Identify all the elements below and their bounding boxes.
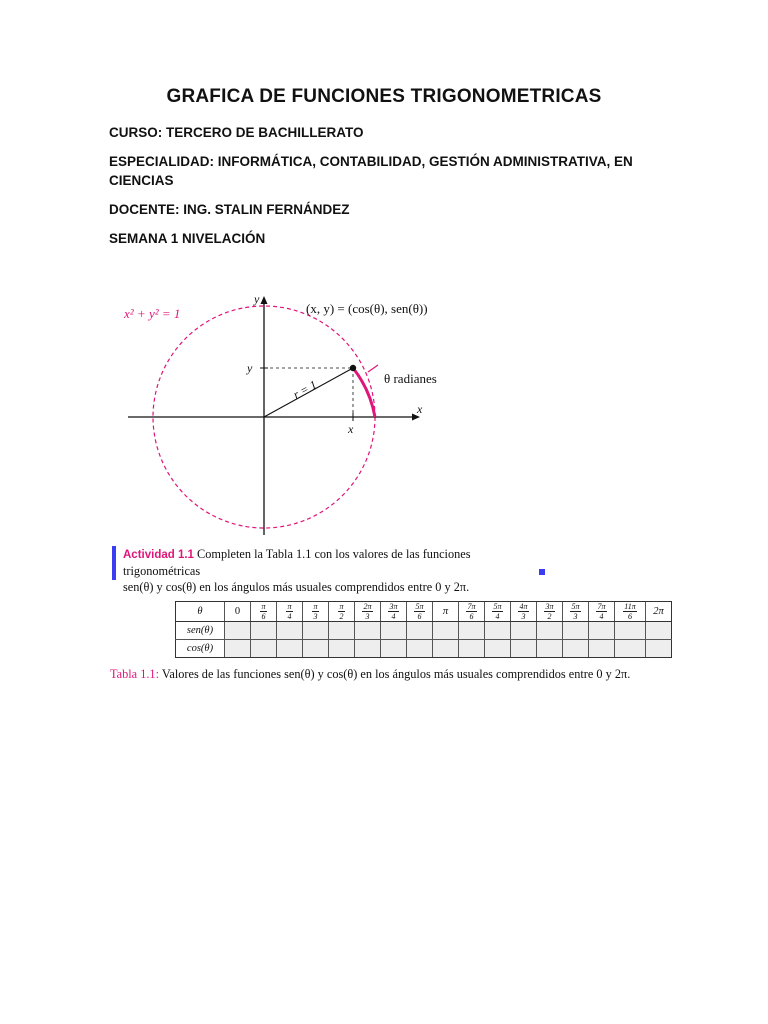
angle-denominator: 4 <box>287 612 292 621</box>
angle-fraction <box>466 602 476 621</box>
cos-value-cell[interactable] <box>433 640 459 658</box>
angle-denominator: 3 <box>313 612 318 621</box>
theta-radians-label: θ radianes <box>384 371 437 386</box>
angle-numerator: 7π <box>597 602 606 611</box>
angle-denominator: 4 <box>599 612 604 621</box>
angle-denominator: 4 <box>495 612 500 621</box>
radius-label: r = 1 <box>290 377 320 402</box>
cos-value-cell[interactable] <box>303 640 329 658</box>
cos-value-cell[interactable] <box>537 640 563 658</box>
cos-value-cell[interactable] <box>563 640 589 658</box>
y-axis-arrow <box>261 296 268 304</box>
angle-denominator: 3 <box>573 612 578 621</box>
cos-value-cell[interactable] <box>615 640 646 658</box>
angle-fraction <box>388 602 398 621</box>
trig-table-wrapper <box>175 601 672 658</box>
angle-denominator: 4 <box>391 612 396 621</box>
cos-value-cell[interactable] <box>511 640 537 658</box>
cos-value-cell[interactable] <box>277 640 303 658</box>
angle-numerator: 4π <box>519 602 528 611</box>
cos-value-cell[interactable] <box>329 640 355 658</box>
especialidad-line-1: ESPECIALIDAD: INFORMÁTICA, CONTABILIDAD, GESTIÓN ADMINISTRATIVA, EN <box>109 154 633 169</box>
angle-fraction <box>596 602 606 621</box>
caption-text: Valores de las funciones sen(θ) y cos(θ) en los ángulos más usuales comprendidos entre 0 y 2π. <box>161 667 631 681</box>
angle-header-cell <box>407 602 433 622</box>
theta-arc <box>353 368 375 417</box>
angle-header-cell <box>511 602 537 622</box>
sen-value-cell[interactable] <box>589 622 615 640</box>
activity-label: Actividad 1.1 <box>123 549 194 561</box>
angle-header-cell <box>485 602 511 622</box>
angle-denominator: 6 <box>261 612 266 621</box>
angle-header-cell <box>459 602 485 622</box>
angle-header-cell <box>381 602 407 622</box>
angle-numerator: 5π <box>571 602 580 611</box>
cos-row-label: cos(θ) <box>176 640 225 658</box>
angle-fraction <box>260 602 266 621</box>
table-row-cos <box>176 640 672 658</box>
cos-value-cell[interactable] <box>407 640 433 658</box>
angle-numerator: π <box>313 602 318 611</box>
cos-value-cell[interactable] <box>485 640 511 658</box>
angle-numerator: π <box>339 602 344 611</box>
angle-header-cell <box>277 602 303 622</box>
x-tick-label: x <box>348 422 354 436</box>
sen-value-cell[interactable] <box>459 622 485 640</box>
angle-denominator: 3 <box>365 612 370 621</box>
angle-header-cell <box>537 602 563 622</box>
semana-line: SEMANA 1 NIVELACIÓN <box>109 231 266 246</box>
unit-circle-figure <box>110 285 450 540</box>
activity-line-1 <box>123 546 547 579</box>
especialidad-line-2: CIENCIAS <box>109 173 174 188</box>
angle-denominator: 6 <box>417 612 422 621</box>
sen-value-cell[interactable] <box>433 622 459 640</box>
sen-row-label: sen(θ) <box>176 622 225 640</box>
table-caption <box>110 667 630 682</box>
sen-value-cell[interactable] <box>277 622 303 640</box>
cos-value-cell[interactable] <box>355 640 381 658</box>
cos-value-cell[interactable] <box>225 640 251 658</box>
arc-tick <box>368 365 378 372</box>
angle-fraction <box>623 602 636 621</box>
angle-header-cell <box>615 602 646 622</box>
curso-line: CURSO: TERCERO DE BACHILLERATO <box>109 125 364 140</box>
docente-line: DOCENTE: ING. STALIN FERNÁNDEZ <box>109 202 350 217</box>
angle-numerator: 2π <box>363 602 372 611</box>
angle-header-cell <box>303 602 329 622</box>
activity-text-1: Completen la Tabla 1.1 con los valores de las funciones trigonométricas <box>123 547 471 578</box>
cos-value-cell[interactable] <box>589 640 615 658</box>
angle-numerator: 5π <box>493 602 502 611</box>
angle-fraction <box>544 602 554 621</box>
angle-header-cell: 2π <box>646 602 672 622</box>
sen-value-cell[interactable] <box>303 622 329 640</box>
angle-fraction <box>286 602 292 621</box>
point-coordinates-label: (x, y) = (cos(θ), sen(θ)) <box>306 301 428 316</box>
activity-box <box>112 546 547 594</box>
table-header-row <box>176 602 672 622</box>
circle-equation: x² + y² = 1 <box>124 306 181 321</box>
angle-fraction <box>570 602 580 621</box>
sen-value-cell[interactable] <box>225 622 251 640</box>
caption-label: Tabla 1.1: <box>110 667 159 681</box>
sen-value-cell[interactable] <box>251 622 277 640</box>
angle-header-cell <box>251 602 277 622</box>
sen-value-cell[interactable] <box>407 622 433 640</box>
angle-numerator: 3π <box>545 602 554 611</box>
angle-fraction <box>492 602 502 621</box>
angle-header-cell <box>355 602 381 622</box>
angle-numerator: 5π <box>415 602 424 611</box>
angle-denominator: 2 <box>547 612 552 621</box>
angle-numerator: π <box>287 602 292 611</box>
angle-numerator: 7π <box>467 602 476 611</box>
unit-circle-svg <box>110 285 450 540</box>
activity-text-2: sen(θ) y cos(θ) en los ángulos más usuales comprendidos entre 0 y 2π. <box>123 580 470 594</box>
y-axis-label: y <box>254 292 260 306</box>
angle-header-cell: 0 <box>225 602 251 622</box>
angle-fraction <box>312 602 318 621</box>
sen-value-cell[interactable] <box>355 622 381 640</box>
sen-value-cell[interactable] <box>646 622 672 640</box>
point-on-circle <box>350 365 356 371</box>
sen-value-cell[interactable] <box>511 622 537 640</box>
angle-numerator: π <box>261 602 266 611</box>
angle-numerator: 11π <box>624 602 636 611</box>
angle-header-cell <box>563 602 589 622</box>
angle-numerator: 3π <box>389 602 398 611</box>
angle-header-cell: π <box>433 602 459 622</box>
sen-value-cell[interactable] <box>329 622 355 640</box>
table-row-sen <box>176 622 672 640</box>
angle-fraction <box>338 602 344 621</box>
y-tick-label: y <box>247 361 253 375</box>
angle-fraction <box>362 602 372 621</box>
cos-value-cell[interactable] <box>646 640 672 658</box>
angle-fraction <box>518 602 528 621</box>
x-axis-label: x <box>417 402 423 416</box>
angle-fraction <box>414 602 424 621</box>
trig-values-table <box>175 601 672 658</box>
sen-value-cell[interactable] <box>563 622 589 640</box>
angle-header-cell <box>589 602 615 622</box>
angle-denominator: 6 <box>469 612 474 621</box>
sen-value-cell[interactable] <box>485 622 511 640</box>
sen-value-cell[interactable] <box>381 622 407 640</box>
angle-header-cell <box>329 602 355 622</box>
theta-header: θ <box>176 602 225 622</box>
angle-denominator: 3 <box>521 612 526 621</box>
cos-value-cell[interactable] <box>251 640 277 658</box>
cos-value-cell[interactable] <box>459 640 485 658</box>
angle-denominator: 6 <box>627 612 632 621</box>
sen-value-cell[interactable] <box>615 622 646 640</box>
angle-denominator: 2 <box>339 612 344 621</box>
document-title: GRAFICA DE FUNCIONES TRIGONOMETRICAS <box>166 86 602 107</box>
end-of-activity-icon <box>539 569 545 575</box>
sen-value-cell[interactable] <box>537 622 563 640</box>
cos-value-cell[interactable] <box>381 640 407 658</box>
